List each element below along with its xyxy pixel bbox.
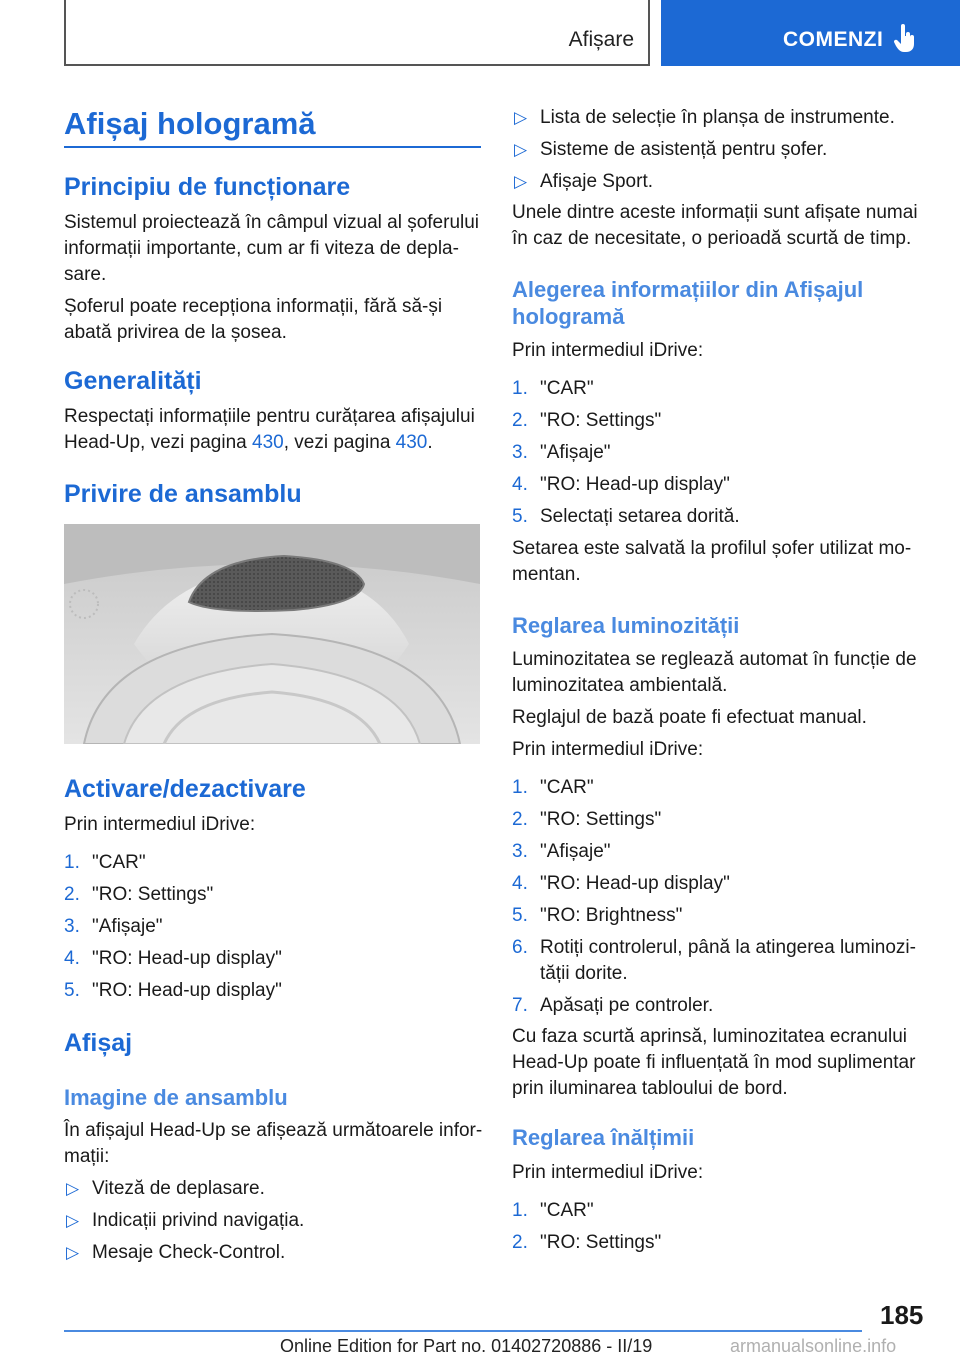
list-number: 3. — [512, 442, 528, 463]
page-title: Afișaj hologramă — [64, 106, 316, 141]
heading-principiu: Principiu de funcționare — [64, 173, 351, 201]
list-number: 5. — [512, 506, 528, 527]
list-text: "CAR" — [540, 378, 594, 399]
text-line: Prin intermediul iDrive: — [512, 739, 704, 760]
list-number: 2. — [512, 809, 528, 830]
heading-alegerea: Alegerea informațiilor din Afișajul — [512, 277, 864, 302]
list-text: tății dorite. — [540, 963, 628, 984]
list-number: 7. — [512, 995, 528, 1016]
hud-illustration — [64, 524, 480, 744]
list-text: "RO: Head-up display" — [540, 873, 730, 894]
list-number: 2. — [512, 410, 528, 431]
text-line: Prin intermediul iDrive: — [512, 340, 704, 361]
list-text: "RO: Head-up display" — [540, 474, 730, 495]
list-text: "RO: Head-up display" — [92, 948, 282, 969]
subheading-imagine: Imagine de ansamblu — [64, 1085, 288, 1110]
text-line: Reglajul de bază poate fi efectuat manual. — [512, 707, 867, 728]
page-link-430[interactable]: 430 — [395, 432, 428, 453]
header-tab-comenzi[interactable] — [661, 0, 960, 66]
triangle-bullet-icon: ▷ — [66, 1243, 80, 1262]
list-text: "RO: Brightness" — [540, 905, 683, 926]
heading-luminozitate: Reglarea luminozității — [512, 613, 740, 638]
hud-photo — [64, 524, 480, 744]
footer-divider — [64, 1330, 862, 1332]
text-line: Respectați informațiile pentru curățarea afișajului — [64, 406, 475, 427]
triangle-bullet-icon: ▷ — [514, 108, 528, 127]
heading-afisaj: Afișaj — [64, 1029, 133, 1057]
text-line: Unele dintre aceste informații sunt afișate numai — [512, 202, 918, 223]
list-text: "CAR" — [92, 852, 146, 873]
bullet-text: Viteză de deplasare. — [92, 1178, 265, 1199]
list-number: 4. — [512, 474, 528, 495]
page-link-430[interactable]: 430 — [252, 432, 284, 453]
text-line: Prin intermediul iDrive: — [512, 1162, 704, 1183]
header-section-box — [64, 0, 650, 66]
list-number: 4. — [64, 948, 80, 969]
text-line-with-links — [64, 430, 433, 456]
list-number: 5. — [64, 980, 80, 1001]
list-text: "Afișaje" — [540, 841, 611, 862]
heading-activare: Activare/dezactivare — [64, 775, 306, 803]
page-number: 185 — [880, 1300, 924, 1330]
heading-privire: Privire de ansamblu — [64, 480, 302, 508]
list-number: 3. — [512, 841, 528, 862]
bullet-text: Afișaje Sport. — [540, 171, 653, 192]
text-line: luminozitatea ambientală. — [512, 675, 728, 696]
list-text: "Afișaje" — [92, 916, 163, 937]
list-number: 6. — [512, 937, 528, 958]
list-number: 1. — [64, 852, 80, 873]
heading-alegerea-cont: hologramă — [512, 304, 625, 329]
list-text: "CAR" — [540, 1200, 594, 1221]
list-text: "RO: Settings" — [540, 410, 662, 431]
text-line: În afișajul Head-Up se afișează următoarele infor- — [64, 1120, 483, 1141]
list-number: 2. — [512, 1232, 528, 1253]
text-line: sare. — [64, 264, 107, 285]
list-text: "RO: Settings" — [540, 1232, 662, 1253]
triangle-bullet-icon: ▷ — [514, 172, 528, 191]
list-text: Selectați setarea dorită. — [540, 506, 740, 527]
list-number: 5. — [512, 905, 528, 926]
text-line: Setarea este salvată la profilul șofer utilizat mo- — [512, 538, 912, 559]
text-fragment: . — [427, 432, 433, 453]
text-line: abată privirea de la șosea. — [64, 322, 287, 343]
title-divider — [64, 146, 481, 148]
list-text: "CAR" — [540, 777, 594, 798]
triangle-bullet-icon: ▷ — [66, 1179, 80, 1198]
text-line: Sistemul proiectează în câmpul vizual al șoferului — [64, 212, 480, 233]
text-line: Cu faza scurtă aprinsă, luminozitatea ecranului — [512, 1026, 907, 1047]
header-section-label: Afișare — [568, 28, 634, 51]
header-tab-label: COMENZI — [783, 28, 884, 51]
text-fragment: , vezi pagina — [283, 432, 396, 453]
list-number: 2. — [64, 884, 80, 905]
list-number: 3. — [64, 916, 80, 937]
watermark: armanualsonline.info — [730, 1336, 897, 1356]
list-text: "RO: Settings" — [540, 809, 662, 830]
text-line: mații: — [64, 1146, 110, 1167]
footer-edition: Online Edition for Part no. 01402720886 - II/19 — [280, 1336, 653, 1356]
list-number: 1. — [512, 777, 528, 798]
list-number: 4. — [512, 873, 528, 894]
list-text: "RO: Head-up display" — [92, 980, 282, 1001]
text-line: prin iluminarea tabloului de bord. — [512, 1078, 788, 1099]
list-number: 1. — [512, 378, 528, 399]
text-line: în caz de necesitate, o perioadă scurtă de timp. — [512, 228, 912, 249]
text-line: Luminozitatea se reglează automat în funcție de — [512, 649, 917, 670]
triangle-bullet-icon: ▷ — [66, 1211, 80, 1230]
triangle-bullet-icon: ▷ — [514, 140, 528, 159]
heading-inaltime: Reglarea înălțimii — [512, 1125, 695, 1150]
text-fragment: Head-Up, vezi pagina — [64, 432, 252, 453]
text-line: Șoferul poate recepționa informații, fără să-și — [64, 296, 443, 317]
text-line: mentan. — [512, 564, 581, 585]
list-text: "Afișaje" — [540, 442, 611, 463]
hand-pointer-icon — [894, 24, 916, 54]
text-line: informații importante, cum ar fi viteza de depla- — [64, 238, 459, 259]
list-number: 1. — [512, 1200, 528, 1221]
bullet-text: Mesaje Check-Control. — [92, 1242, 286, 1263]
text-line: Head-Up poate fi influențată în mod suplimentar — [512, 1052, 916, 1073]
list-text: Apăsați pe controler. — [540, 995, 714, 1016]
bullet-text: Lista de selecție în planșa de instrumente. — [540, 107, 895, 128]
bullet-text: Indicații privind navigația. — [92, 1210, 305, 1231]
list-text: Rotiți controlerul, până la atingerea luminozi- — [540, 937, 916, 958]
heading-generalitati: Generalități — [64, 367, 202, 395]
text-line: Prin intermediul iDrive: — [64, 814, 256, 835]
list-text: "RO: Settings" — [92, 884, 214, 905]
bullet-text: Sisteme de asistență pentru șofer. — [540, 139, 828, 160]
